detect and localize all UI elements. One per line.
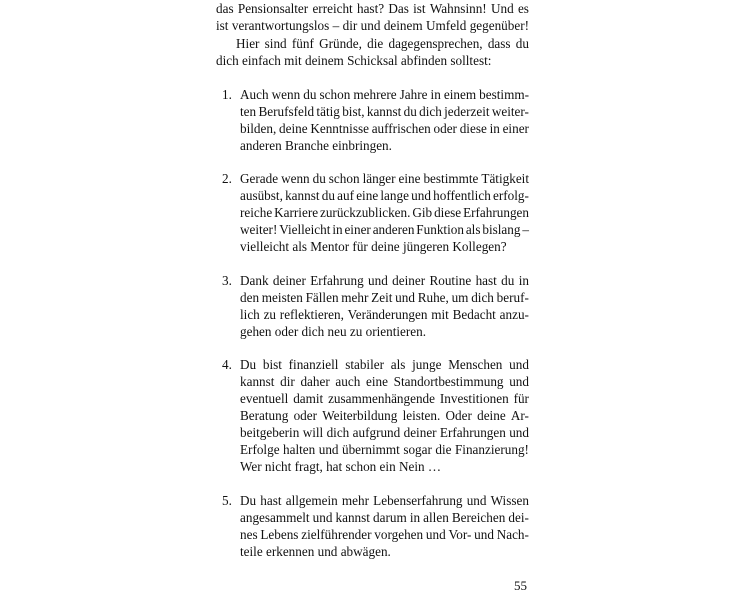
list-item-line: Dank deiner Erfahrung und deiner Routine hast du in [240,273,529,288]
list-item-line: Beratung oder Weiterbildung leisten. Oder deine Ar- [240,408,529,423]
list-item-line: gehen oder dich neu zu orientieren. [240,324,427,339]
list-item-line: beitgeberin will dich aufgrund deiner Erfahrungen und [240,425,529,440]
list-item-number: 4. [222,357,232,372]
list-item-line: lich zu reflektieren, Veränderungen mit Bedacht anzu- [240,307,529,322]
list-item-line: Du hast allgemein mehr Lebenserfahrung und Wissen [240,493,529,508]
list-item-number: 1. [222,87,232,102]
list-item-line: vielleicht als Mentor für deine jüngeren Kollegen? [240,239,507,254]
list-item-line: den meisten Fällen mehr Zeit und Ruhe, um dich beruf- [240,290,529,305]
list-item-line: nes Lebens zielführender vorgehen und Vor- und Nach- [240,527,529,542]
list-item-line: ten Berufsfeld tätig bist, kannst du dich jederzeit weiter- [240,104,529,119]
intro-line: ist verantwortungslos – dir und deinem Umfeld gegenüber! [216,18,529,33]
list-item-line: anderen Branche einbringen. [240,138,392,153]
list-item-line: bilden, deine Kenntnisse auffrischen oder diese in einer [240,121,529,136]
list-item-line: reiche Karriere zurückzublicken. Gib diese Erfahrungen [240,205,529,220]
list-item-line: eventuell damit zusammenhängende Investitionen für [240,391,529,406]
list-item-line: Auch wenn du schon mehrere Jahre in einem bestimm- [240,87,529,102]
list-item-line: Wer nicht fragt, hat schon ein Nein … [240,459,442,474]
intro-line: dich einfach mit deinem Schicksal abfinden solltest: [216,53,492,68]
list-item-line: Du bist finanziell stabiler als junge Menschen und [240,357,529,372]
intro-line: Hier sind fünf Gründe, die dagegensprechen, dass du [236,36,529,51]
intro-line: das Pensionsalter erreicht hast? Das ist Wahnsinn! Und es [216,1,529,16]
page-number: 55 [514,578,527,593]
list-item-line: Gerade wenn du schon länger eine bestimmte Tätigkeit [240,171,529,186]
list-item-number: 3. [222,273,232,288]
list-item-line: Erfolge halten und übernimmt sogar die Finanzierung! [240,442,529,457]
list-item-line: kannst dir daher auch eine Standortbestimmung und [240,374,529,389]
list-item-line: angesammelt und kannst darum in allen Bereichen dei- [240,510,529,525]
list-item-line: weiter! Vielleicht in einer anderen Funktion als bislang – [240,222,529,237]
list-item-number: 5. [222,493,232,508]
list-item-number: 2. [222,171,232,186]
list-item-line: ausübst, kannst du auf eine lange und hoffentlich erfolg- [240,188,529,203]
list-item-line: teile erkennen und abwägen. [240,544,391,559]
